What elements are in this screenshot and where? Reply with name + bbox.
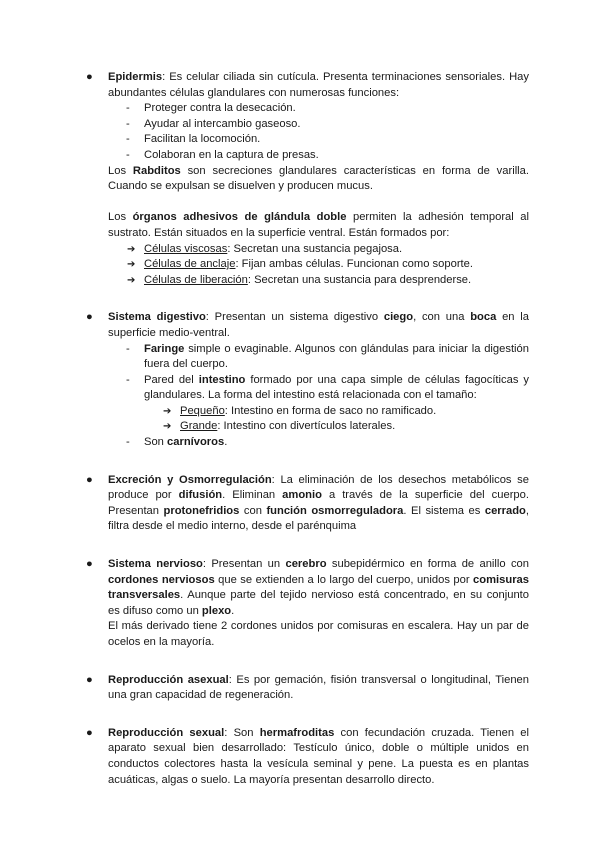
- function-text: Colaboran en la captura de presas.: [144, 148, 319, 161]
- text: , filtra desde el medio interno, desde el parénquima: [108, 504, 529, 533]
- term-hermafroditas: hermafroditas: [259, 726, 335, 739]
- document-body: [0, 70, 600, 788]
- dash: -: [126, 102, 130, 115]
- dash: -: [126, 133, 130, 146]
- bullet-digestivo: [86, 310, 530, 450]
- arrow-icon: ➔: [163, 405, 172, 417]
- term-amonio: amonio: [282, 489, 322, 502]
- text: : Presentan un sistema digestivo: [205, 311, 384, 324]
- term-digestivo: Sistema digestivo: [108, 311, 206, 324]
- text: : Presentan un: [202, 558, 286, 571]
- cell-name: Células viscosas: [144, 242, 228, 255]
- size-desc: : Intestino en forma de saco no ramificado.: [224, 404, 437, 417]
- organos-paragraph: [108, 210, 529, 241]
- bullet-dot: ●: [86, 726, 93, 739]
- rabditos-paragraph: [108, 164, 529, 195]
- function-text: Ayudar al intercambio gaseoso.: [144, 117, 301, 130]
- term-funcion: función osmorreguladora: [266, 504, 404, 517]
- dash: -: [126, 342, 130, 355]
- dash: -: [126, 373, 130, 386]
- text: : Son: [224, 726, 260, 739]
- term-excrecion: Excreción y Osmorregulación: [108, 473, 272, 486]
- bullet-dot: ●: [86, 71, 93, 83]
- term-cerebro: cerebro: [285, 558, 327, 571]
- size-desc: : Intestino con divertículos laterales.: [217, 420, 396, 433]
- term-intestino: intestino: [198, 373, 246, 386]
- size-name: Pequeño: [180, 404, 225, 417]
- text: con fecundación cruzada. Tienen el aparato sexual bien desarrollado: Testículo único, doble o múltiple unidos en conductos colectores hasta la vesícula seminal y pene. La puesta es en plantas acuáticas, algas o suelo. La mayoría presentan desarrollo directo.: [108, 726, 529, 786]
- term-organos: órganos adhesivos de glándula doble: [132, 211, 347, 224]
- term-sexual: Reproducción sexual: [108, 726, 225, 739]
- term-epidermis: Epidermis: [108, 71, 163, 83]
- size-item: [163, 419, 529, 435]
- term-nervioso: Sistema nervioso: [108, 558, 203, 571]
- text: permiten la adhesión temporal al sustrato. Están situados en la superficie ventral. Están formados por:: [108, 211, 529, 239]
- text: Los: [108, 164, 133, 177]
- text: Pared del: [144, 373, 199, 386]
- text: Los: [108, 211, 133, 224]
- term-difusion: difusión: [178, 489, 223, 502]
- bullet-epidermis: [86, 70, 529, 288]
- cell-item: [127, 273, 529, 289]
- text: con: [239, 504, 267, 517]
- bullet-sexual: [86, 726, 529, 788]
- text: . El sistema es: [403, 504, 485, 517]
- arrow-icon: ➔: [127, 243, 136, 255]
- text: simple o evaginable. Algunos con glándulas para iniciar la digestión fuera del cuerpo.: [144, 342, 529, 371]
- dash: -: [126, 148, 130, 161]
- text: . Aunque parte del tejido nervioso está concentrado, en su conjunto es difuso como un: [108, 589, 529, 617]
- text: formado por una capa simple de células fagocíticas y glandulares. La forma del intestino está relacionada con el tamaño:: [144, 373, 530, 402]
- nervioso-extra: El más derivado tiene 2 cordones unidos por comisuras en escalera. Hay un par de ocelos en la mayoría.: [108, 620, 529, 648]
- bullet-dot: ●: [86, 311, 93, 324]
- term-protonefridios: protonefridios: [163, 504, 240, 517]
- text: que se extienden a lo largo del cuerpo, unidos por: [214, 573, 474, 586]
- text: .: [224, 436, 228, 449]
- bullet-nervioso: [86, 557, 529, 651]
- cell-desc: : Secretan una sustancia para desprenderse.: [247, 273, 472, 286]
- term-plexo: plexo: [201, 604, 232, 617]
- text: : Es por gemación, fisión transversal o longitudinal, Tienen una gran capacidad de regeneración.: [108, 673, 530, 702]
- text: : La eliminación de los desechos metabólicos se produce por: [108, 473, 529, 502]
- bullet-excrecion: [86, 473, 529, 535]
- term-faringe: Faringe: [144, 342, 185, 355]
- text: subepidérmico en forma de anillo con: [326, 558, 529, 571]
- cell-item: [127, 242, 529, 258]
- bullet-asexual: [86, 673, 530, 704]
- term-cordones: cordones nerviosos: [108, 573, 215, 586]
- term-boca: boca: [470, 311, 497, 324]
- cell-desc: : Fijan ambas células. Funcionan como soporte.: [235, 258, 473, 271]
- arrow-icon: ➔: [127, 274, 136, 286]
- size-name: Grande: [180, 420, 218, 433]
- text: .: [231, 604, 235, 617]
- term-asexual: Reproducción asexual: [108, 673, 229, 686]
- function-item: [126, 101, 529, 117]
- arrow-icon: ➔: [127, 259, 136, 271]
- function-text: Facilitan la locomoción.: [144, 133, 261, 146]
- text: son secreciones glandulares características en forma de varilla. Cuando se expulsan se disuelven y producen mucus.: [108, 164, 529, 193]
- epidermis-text: : Es celular ciliada sin cutícula. Presenta terminaciones sensoriales. Hay abundantes células glandulares con numerosas funciones:: [108, 71, 529, 99]
- term-ciego: ciego: [383, 311, 414, 324]
- text: . Eliminan: [222, 489, 283, 502]
- faringe-item: [126, 342, 529, 373]
- text: a través de la superficie del cuerpo. Presentan: [108, 489, 529, 517]
- term-rabditos: Rabditos: [132, 164, 181, 177]
- carnivoros-item: [126, 435, 529, 451]
- bullet-dot: ●: [86, 558, 93, 571]
- arrow-icon: ➔: [163, 421, 172, 433]
- function-item: [126, 148, 529, 164]
- pared-item: [126, 373, 530, 404]
- cell-name: Células de liberación: [144, 273, 248, 286]
- function-item: [126, 132, 529, 148]
- dash: -: [126, 436, 130, 449]
- function-text: Proteger contra la desecación.: [144, 102, 296, 115]
- text: en la superficie medio-ventral.: [108, 311, 529, 339]
- text: Son: [144, 436, 168, 449]
- size-item: [163, 404, 529, 420]
- term-comisuras: comisuras transversales: [108, 573, 529, 602]
- text: , con una: [413, 311, 471, 324]
- function-item: [126, 117, 529, 133]
- term-carnivoros: carnívoros: [167, 436, 225, 449]
- cell-item: [127, 257, 529, 273]
- bullet-dot: ●: [86, 473, 93, 486]
- bullet-dot: ●: [86, 673, 93, 686]
- dash: -: [126, 117, 130, 130]
- cell-name: Células de anclaje: [144, 258, 236, 271]
- term-cerrado: cerrado: [484, 504, 526, 517]
- cell-desc: : Secretan una sustancia pegajosa.: [227, 242, 403, 255]
